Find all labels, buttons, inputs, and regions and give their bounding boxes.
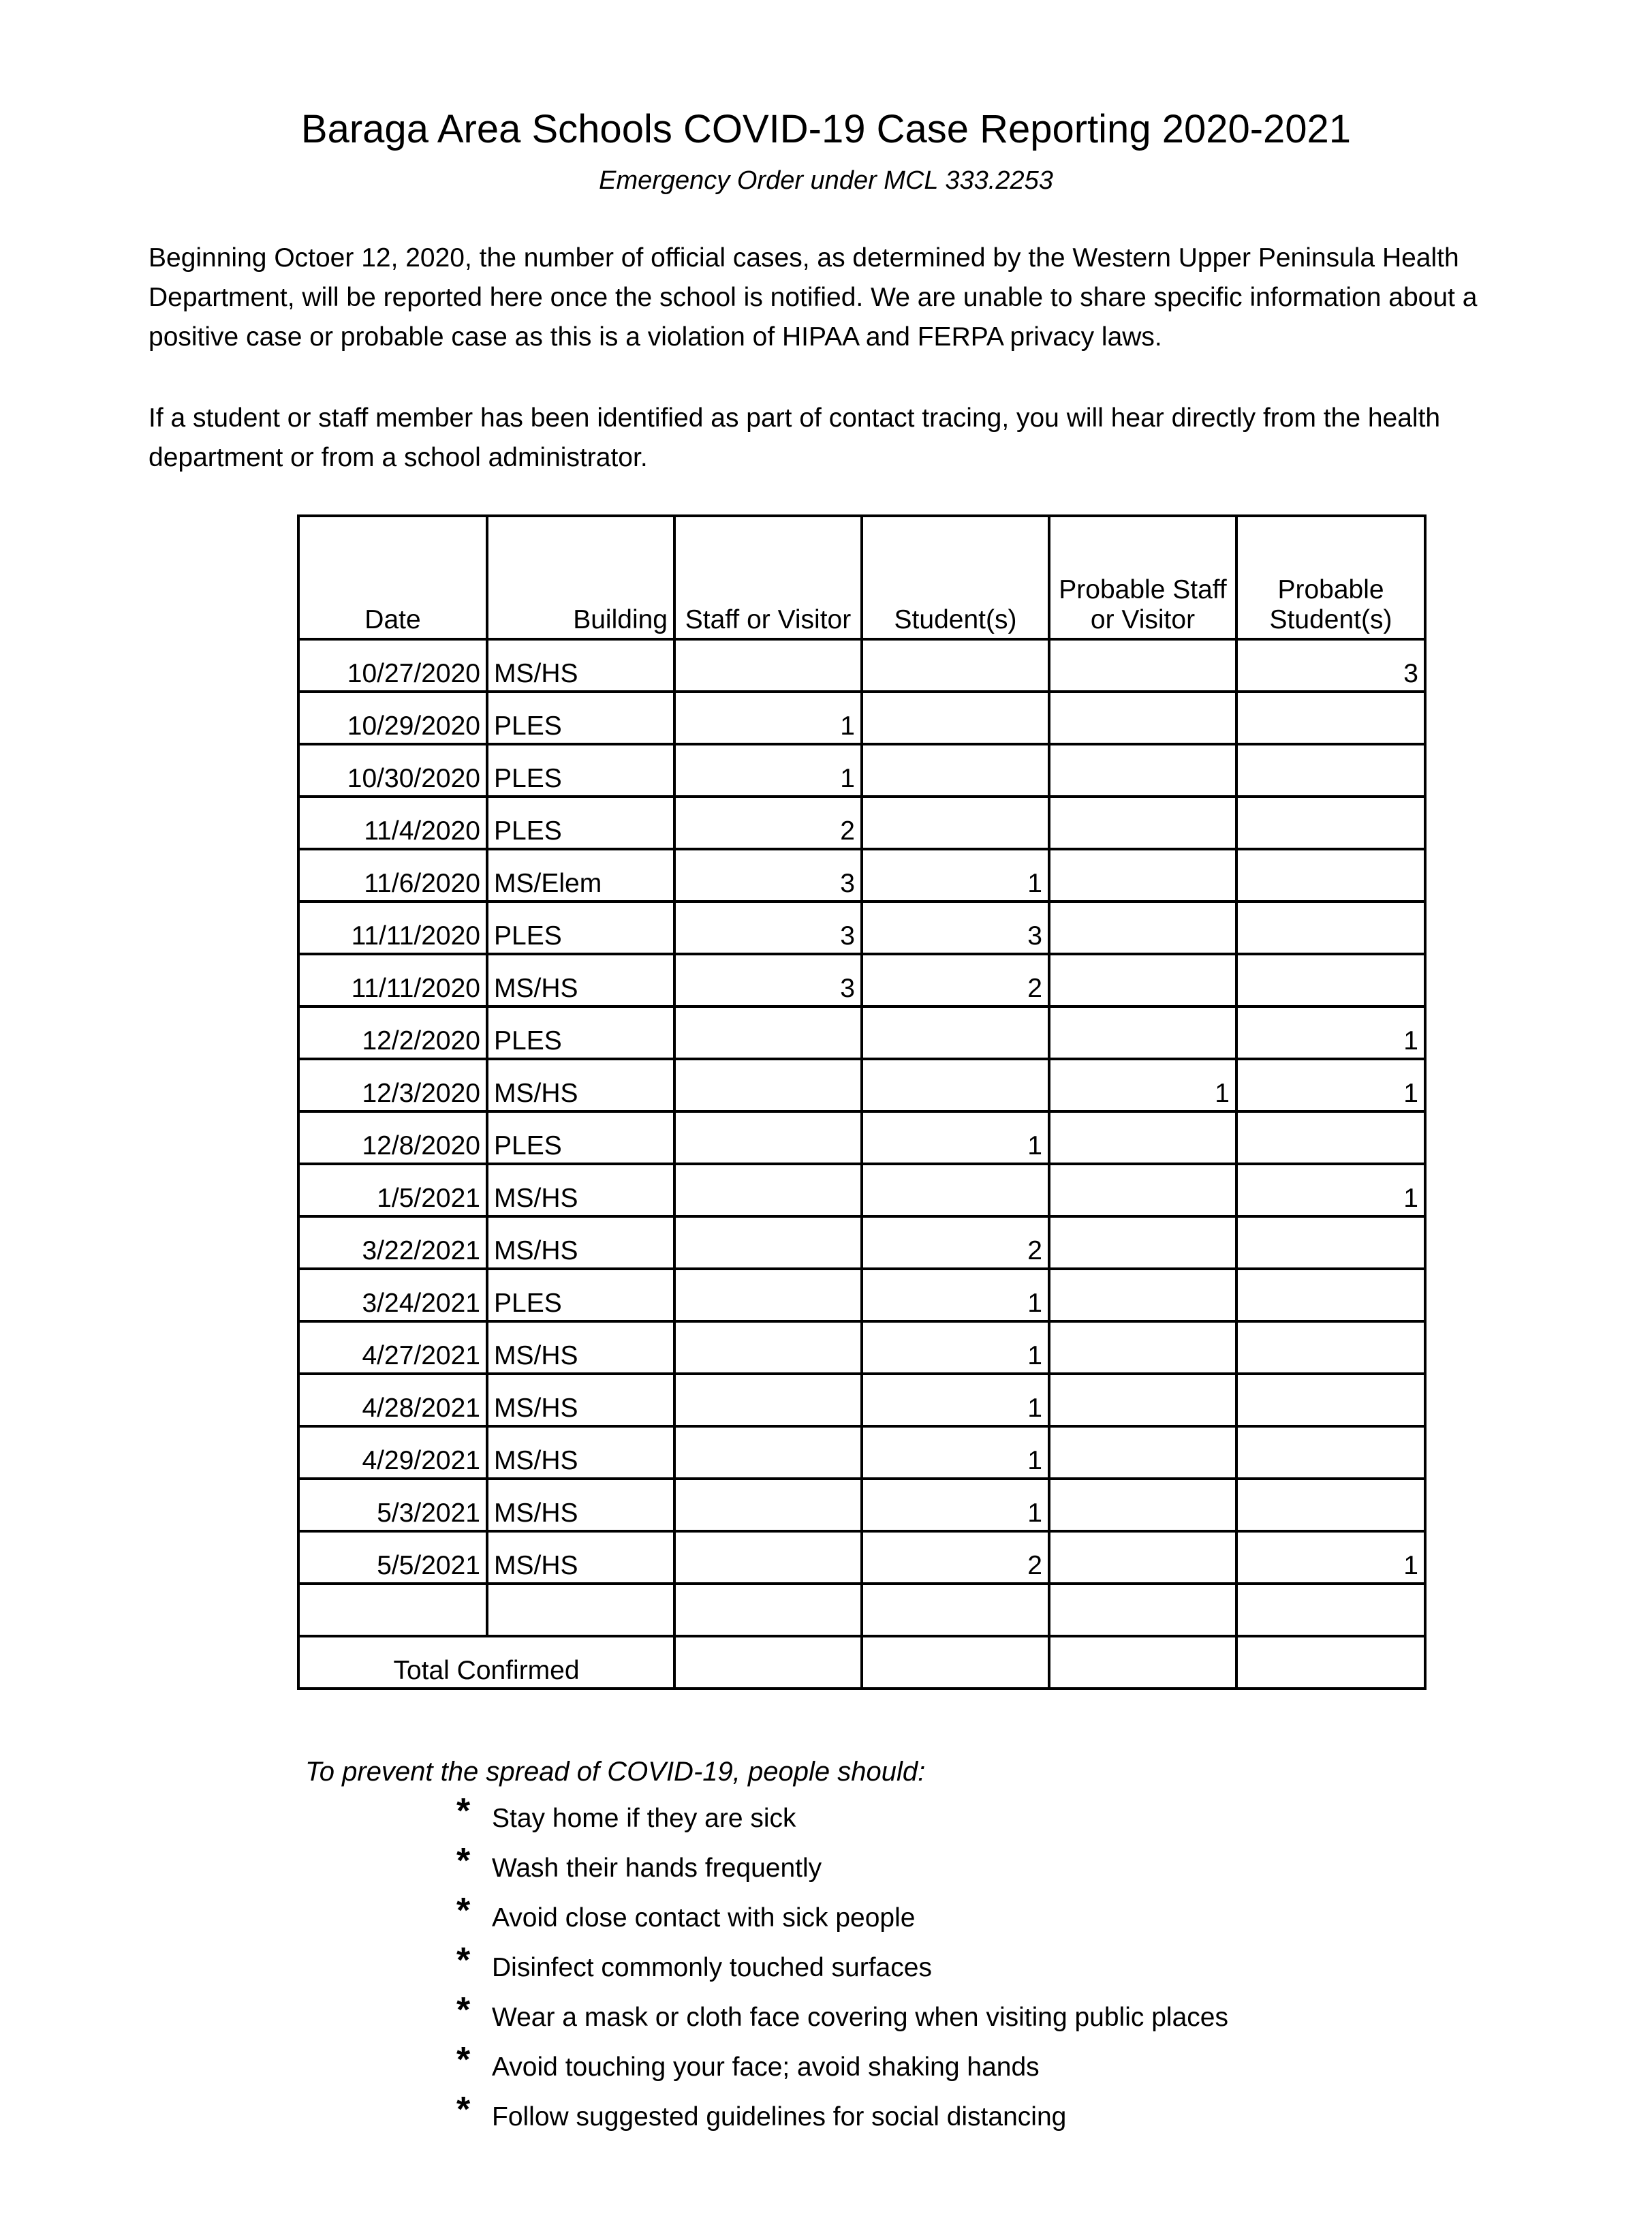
probable-students-cell	[1236, 902, 1425, 954]
probable-staff-cell	[1049, 1164, 1236, 1216]
probable-staff-cell	[1049, 1321, 1236, 1374]
probable-students-cell: 1	[1236, 1006, 1425, 1059]
building-cell: PLES	[487, 744, 674, 797]
table-row	[298, 1269, 1425, 1321]
probable-students-cell	[1236, 1321, 1425, 1374]
header-probable-students: Probable Student(s)	[1236, 516, 1425, 639]
total-cell	[674, 1636, 862, 1689]
list-item-text: Follow suggested guidelines for social distancing	[492, 2102, 1067, 2132]
probable-students-cell	[1236, 1426, 1425, 1479]
total-row	[298, 1636, 1425, 1689]
building-cell: MS/HS	[487, 954, 674, 1006]
header-students: Student(s)	[862, 516, 1049, 639]
contact-tracing-paragraph: If a student or staff member has been identified as part of contact tracing, you will hear directly from the health department or from a school administrator.	[149, 403, 1441, 472]
probable-students-cell	[1236, 1111, 1425, 1164]
building-cell: PLES	[487, 902, 674, 954]
table-row	[298, 1479, 1425, 1531]
table-row	[298, 1059, 1425, 1111]
staff-or-visitor-cell	[674, 1426, 862, 1479]
probable-staff-cell	[1049, 1006, 1236, 1059]
building-cell: MS/HS	[487, 1321, 674, 1374]
building-cell: PLES	[487, 1006, 674, 1059]
table-row	[298, 849, 1425, 902]
students-cell	[862, 1164, 1049, 1216]
probable-students-cell	[1236, 692, 1425, 744]
building-cell	[487, 1584, 674, 1636]
asterisk-bullet-icon: *	[456, 1791, 471, 1831]
probable-staff-cell	[1049, 902, 1236, 954]
probable-students-cell	[1236, 1269, 1425, 1321]
building-cell: PLES	[487, 1111, 674, 1164]
building-cell: MS/HS	[487, 1164, 674, 1216]
probable-staff-cell	[1049, 849, 1236, 902]
staff-or-visitor-cell: 3	[674, 954, 862, 1006]
list-item	[456, 1791, 1228, 1843]
list-item-text: Wear a mask or cloth face covering when visiting public places	[492, 2003, 1228, 2032]
probable-staff-cell	[1049, 639, 1236, 692]
date-cell	[298, 1584, 487, 1636]
students-cell: 3	[862, 902, 1049, 954]
probable-staff-cell	[1049, 1269, 1236, 1321]
students-cell: 1	[862, 1321, 1049, 1374]
table-row	[298, 1164, 1425, 1216]
table-row	[298, 902, 1425, 954]
probable-staff-cell	[1049, 1216, 1236, 1269]
students-cell: 2	[862, 1216, 1049, 1269]
list-item	[456, 2042, 1228, 2092]
case-table-body	[298, 639, 1425, 1636]
probable-students-cell	[1236, 954, 1425, 1006]
probable-students-cell: 3	[1236, 639, 1425, 692]
header-building: Building	[487, 516, 674, 639]
staff-or-visitor-cell	[674, 1111, 862, 1164]
table-row	[298, 1216, 1425, 1269]
list-item	[456, 1893, 1228, 1943]
date-cell: 12/3/2020	[298, 1059, 487, 1111]
date-cell: 11/11/2020	[298, 902, 487, 954]
staff-or-visitor-cell	[674, 1321, 862, 1374]
date-cell: 5/5/2021	[298, 1531, 487, 1584]
date-cell: 11/4/2020	[298, 797, 487, 849]
date-cell: 3/22/2021	[298, 1216, 487, 1269]
probable-students-cell	[1236, 797, 1425, 849]
prevention-lead: To prevent the spread of COVID-19, people should:	[305, 1757, 926, 1787]
date-cell: 11/6/2020	[298, 849, 487, 902]
probable-staff-cell	[1049, 1426, 1236, 1479]
probable-students-cell	[1236, 744, 1425, 797]
staff-or-visitor-cell	[674, 1374, 862, 1426]
date-cell: 10/30/2020	[298, 744, 487, 797]
students-cell: 1	[862, 1479, 1049, 1531]
list-item-text: Wash their hands frequently	[492, 1853, 822, 1883]
probable-students-cell	[1236, 1584, 1425, 1636]
students-cell: 2	[862, 954, 1049, 1006]
table-row	[298, 639, 1425, 692]
date-cell: 4/29/2021	[298, 1426, 487, 1479]
students-cell: 1	[862, 1111, 1049, 1164]
probable-staff-cell	[1049, 797, 1236, 849]
asterisk-bullet-icon: *	[456, 1841, 471, 1881]
page-subtitle: Emergency Order under MCL 333.2253	[599, 166, 1053, 195]
case-table-header	[298, 516, 1425, 639]
staff-or-visitor-cell	[674, 1006, 862, 1059]
date-cell: 12/2/2020	[298, 1006, 487, 1059]
probable-staff-cell	[1049, 692, 1236, 744]
list-item	[456, 2092, 1228, 2142]
table-row	[298, 1374, 1425, 1426]
building-cell: MS/HS	[487, 1531, 674, 1584]
probable-students-cell	[1236, 1479, 1425, 1531]
total-cell	[1049, 1636, 1236, 1689]
date-cell: 12/8/2020	[298, 1111, 487, 1164]
students-cell	[862, 797, 1049, 849]
staff-or-visitor-cell	[674, 1216, 862, 1269]
students-cell	[862, 692, 1049, 744]
staff-or-visitor-cell	[674, 1059, 862, 1111]
date-cell: 5/3/2021	[298, 1479, 487, 1531]
table-row	[298, 954, 1425, 1006]
probable-students-cell	[1236, 849, 1425, 902]
list-item	[456, 1992, 1228, 2042]
table-row	[298, 1584, 1425, 1636]
total-cell	[1236, 1636, 1425, 1689]
students-cell	[862, 1059, 1049, 1111]
date-cell: 3/24/2021	[298, 1269, 487, 1321]
students-cell: 1	[862, 1426, 1049, 1479]
staff-or-visitor-cell	[674, 1531, 862, 1584]
staff-or-visitor-cell: 1	[674, 692, 862, 744]
students-cell	[862, 1584, 1049, 1636]
date-cell: 4/27/2021	[298, 1321, 487, 1374]
probable-students-cell	[1236, 1374, 1425, 1426]
staff-or-visitor-cell	[674, 639, 862, 692]
building-cell: PLES	[487, 692, 674, 744]
staff-or-visitor-cell: 1	[674, 744, 862, 797]
students-cell	[862, 639, 1049, 692]
table-row	[298, 1111, 1425, 1164]
probable-staff-cell	[1049, 744, 1236, 797]
probable-staff-cell	[1049, 1374, 1236, 1426]
list-item-text: Disinfect commonly touched surfaces	[492, 1953, 932, 1982]
total-label: Total Confirmed	[298, 1636, 674, 1689]
staff-or-visitor-cell	[674, 1479, 862, 1531]
staff-or-visitor-cell	[674, 1584, 862, 1636]
staff-or-visitor-cell: 2	[674, 797, 862, 849]
building-cell: MS/HS	[487, 639, 674, 692]
table-row	[298, 797, 1425, 849]
building-cell: MS/HS	[487, 1479, 674, 1531]
probable-staff-cell: 1	[1049, 1059, 1236, 1111]
building-cell: MS/HS	[487, 1216, 674, 1269]
date-cell: 1/5/2021	[298, 1164, 487, 1216]
probable-staff-cell	[1049, 1584, 1236, 1636]
building-cell: PLES	[487, 1269, 674, 1321]
building-cell: PLES	[487, 797, 674, 849]
building-cell: MS/HS	[487, 1374, 674, 1426]
probable-students-cell	[1236, 1216, 1425, 1269]
probable-students-cell: 1	[1236, 1164, 1425, 1216]
students-cell: 2	[862, 1531, 1049, 1584]
date-cell: 4/28/2021	[298, 1374, 487, 1426]
date-cell: 11/11/2020	[298, 954, 487, 1006]
students-cell: 1	[862, 1269, 1049, 1321]
page-title: Baraga Area Schools COVID-19 Case Reporting 2020-2021	[300, 107, 1352, 151]
list-item-text: Avoid close contact with sick people	[492, 1903, 916, 1933]
table-row	[298, 1006, 1425, 1059]
probable-staff-cell	[1049, 954, 1236, 1006]
staff-or-visitor-cell	[674, 1269, 862, 1321]
header-staff-or-visitor: Staff or Visitor	[674, 516, 862, 639]
asterisk-bullet-icon: *	[456, 2040, 471, 2080]
staff-or-visitor-cell	[674, 1164, 862, 1216]
students-cell: 1	[862, 1374, 1049, 1426]
intro-paragraph: Beginning Octoer 12, 2020, the number of official cases, as determined by the Western Upper Peninsula Health Department, will be reported here once the school is notified. We are unable to share specific information about a positive case or probable case as this is a violation of HIPAA and FERPA privacy laws.	[149, 243, 1478, 352]
probable-staff-cell	[1049, 1479, 1236, 1531]
probable-staff-cell	[1049, 1111, 1236, 1164]
header-date: Date	[298, 516, 487, 639]
students-cell: 1	[862, 849, 1049, 902]
probable-students-cell: 1	[1236, 1059, 1425, 1111]
list-item	[456, 1843, 1228, 1893]
table-row	[298, 692, 1425, 744]
prevention-list	[456, 1791, 1228, 2142]
probable-students-cell: 1	[1236, 1531, 1425, 1584]
table-row	[298, 1426, 1425, 1479]
staff-or-visitor-cell: 3	[674, 902, 862, 954]
asterisk-bullet-icon: *	[456, 1990, 471, 2030]
asterisk-bullet-icon: *	[456, 1891, 471, 1930]
building-cell: MS/HS	[487, 1426, 674, 1479]
staff-or-visitor-cell: 3	[674, 849, 862, 902]
header-probable-staff: Probable Staff or Visitor	[1049, 516, 1236, 639]
case-table	[297, 514, 1427, 1690]
students-cell	[862, 744, 1049, 797]
asterisk-bullet-icon: *	[456, 1941, 471, 1980]
list-item-text: Avoid touching your face; avoid shaking hands	[492, 2052, 1040, 2082]
building-cell: MS/HS	[487, 1059, 674, 1111]
table-row	[298, 744, 1425, 797]
probable-staff-cell	[1049, 1531, 1236, 1584]
table-row	[298, 1531, 1425, 1584]
table-row	[298, 1321, 1425, 1374]
students-cell	[862, 1006, 1049, 1059]
list-item-text: Stay home if they are sick	[492, 1804, 796, 1833]
asterisk-bullet-icon: *	[456, 2090, 471, 2129]
date-cell: 10/29/2020	[298, 692, 487, 744]
building-cell: MS/Elem	[487, 849, 674, 902]
date-cell: 10/27/2020	[298, 639, 487, 692]
list-item	[456, 1943, 1228, 1992]
total-cell	[862, 1636, 1049, 1689]
